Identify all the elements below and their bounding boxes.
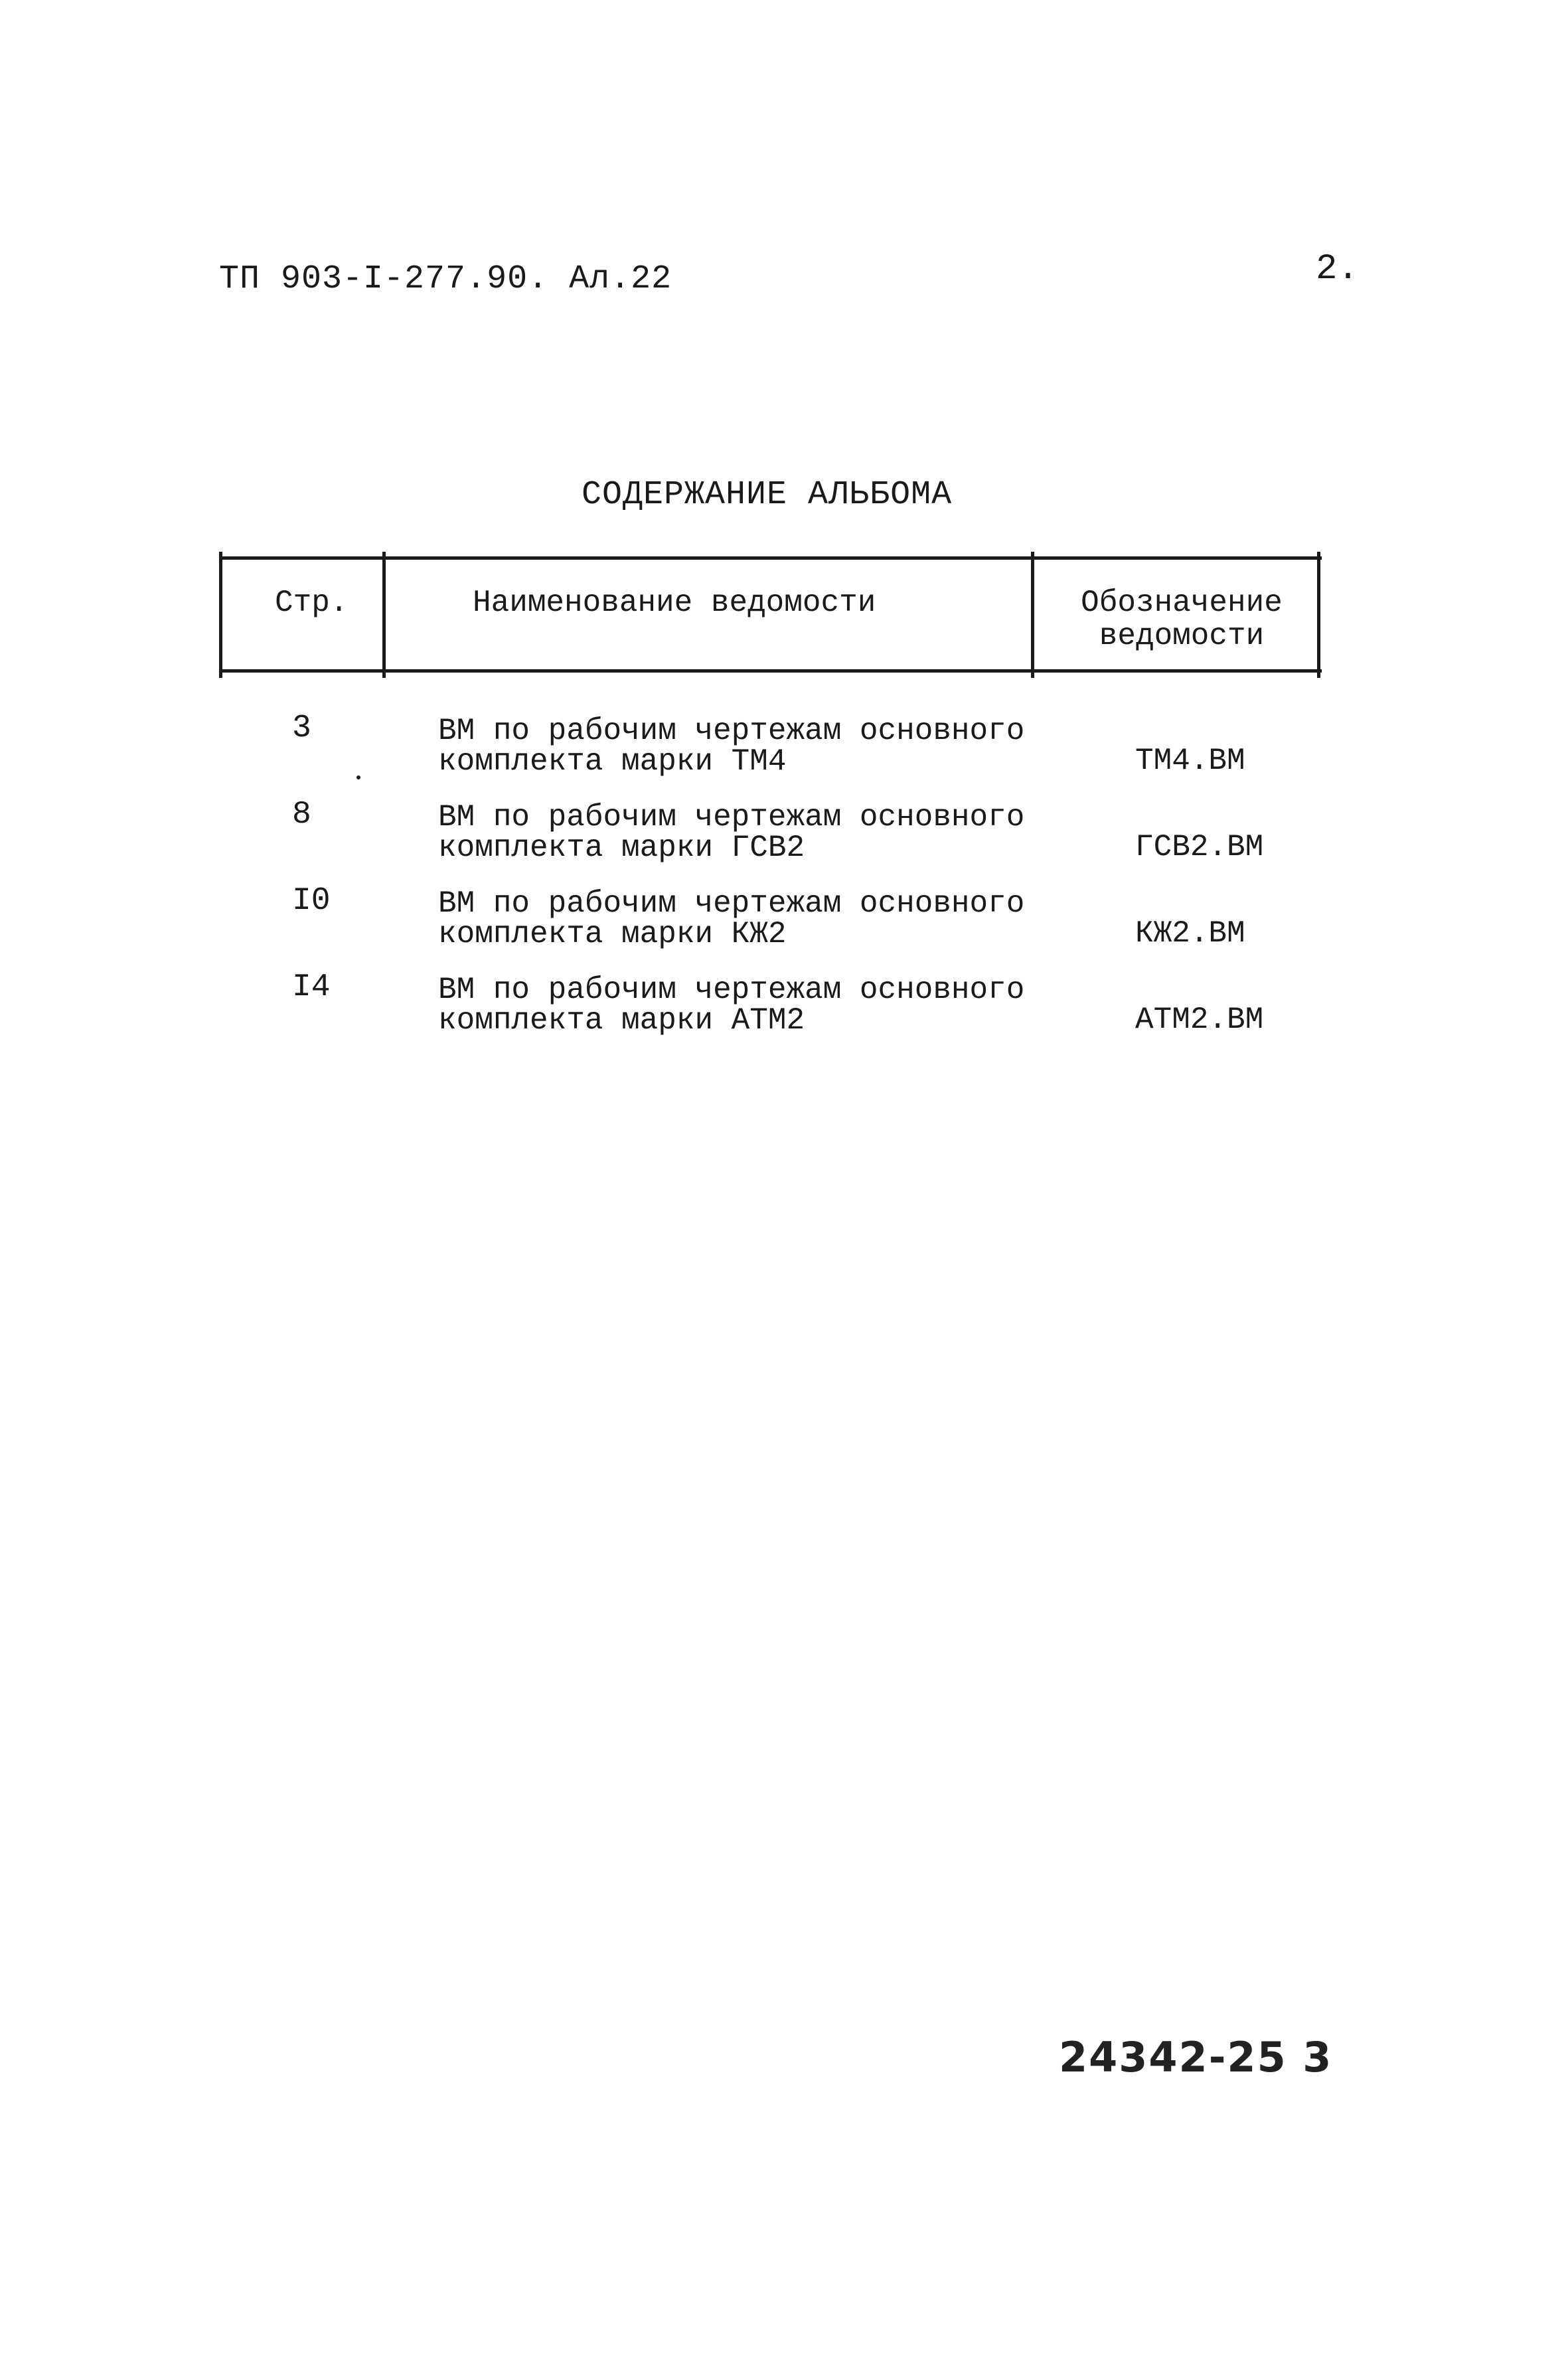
- row-name-line2: комплекта марки КЖ2: [438, 917, 787, 951]
- row-code: КЖ2.ВМ: [1135, 916, 1245, 951]
- row-name-line2: комплекта марки ТМ4: [438, 744, 787, 779]
- row-page-number: I0: [292, 883, 331, 919]
- table-row: [0, 876, 1568, 956]
- column-header-name: Наименование ведомости: [473, 586, 876, 620]
- table-border-left: [219, 552, 222, 678]
- row-code: ГСВ2.ВМ: [1135, 830, 1264, 864]
- row-name: [438, 802, 1036, 863]
- row-name: [438, 716, 1036, 777]
- column-header-page: Стр.: [275, 586, 349, 620]
- table-border-right: [1317, 552, 1320, 678]
- row-name-line2: комплекта марки ГСВ2: [438, 831, 805, 865]
- row-code: ТМ4.ВМ: [1135, 744, 1245, 778]
- scan-speck: [356, 775, 360, 779]
- row-name-line1: ВМ по рабочим чертежам основного: [438, 886, 1025, 921]
- page-number: 2.: [1316, 249, 1359, 289]
- contents-table-header: [222, 556, 1322, 673]
- document-code: ТП 903-I-277.90. Ал.22: [219, 260, 672, 298]
- column-header-code-line1: Обозначение: [1081, 586, 1283, 620]
- row-name: [438, 975, 1036, 1036]
- table-row: [0, 704, 1568, 783]
- column-header-code: [1049, 586, 1314, 653]
- row-name-line1: ВМ по рабочим чертежам основного: [438, 800, 1025, 835]
- row-name-line1: ВМ по рабочим чертежам основного: [438, 973, 1025, 1007]
- row-name: [438, 888, 1036, 949]
- row-page-number: 3: [292, 710, 311, 746]
- album-contents-title: СОДЕРЖАНИЕ АЛЬБОМА: [582, 476, 953, 514]
- table-row: [0, 963, 1568, 1042]
- row-page-number: 8: [292, 797, 311, 833]
- row-name-line2: комплекта марки АТМ2: [438, 1003, 805, 1038]
- table-row: [0, 790, 1568, 870]
- table-divider-page: [382, 552, 386, 678]
- row-name-line1: ВМ по рабочим чертежам основного: [438, 714, 1025, 748]
- row-code: АТМ2.ВМ: [1135, 1003, 1264, 1037]
- inventory-stamp: 24342-25 3: [1059, 2033, 1333, 2081]
- table-divider-name: [1031, 552, 1034, 678]
- column-header-code-line2: ведомости: [1099, 619, 1265, 653]
- row-page-number: I4: [292, 969, 331, 1005]
